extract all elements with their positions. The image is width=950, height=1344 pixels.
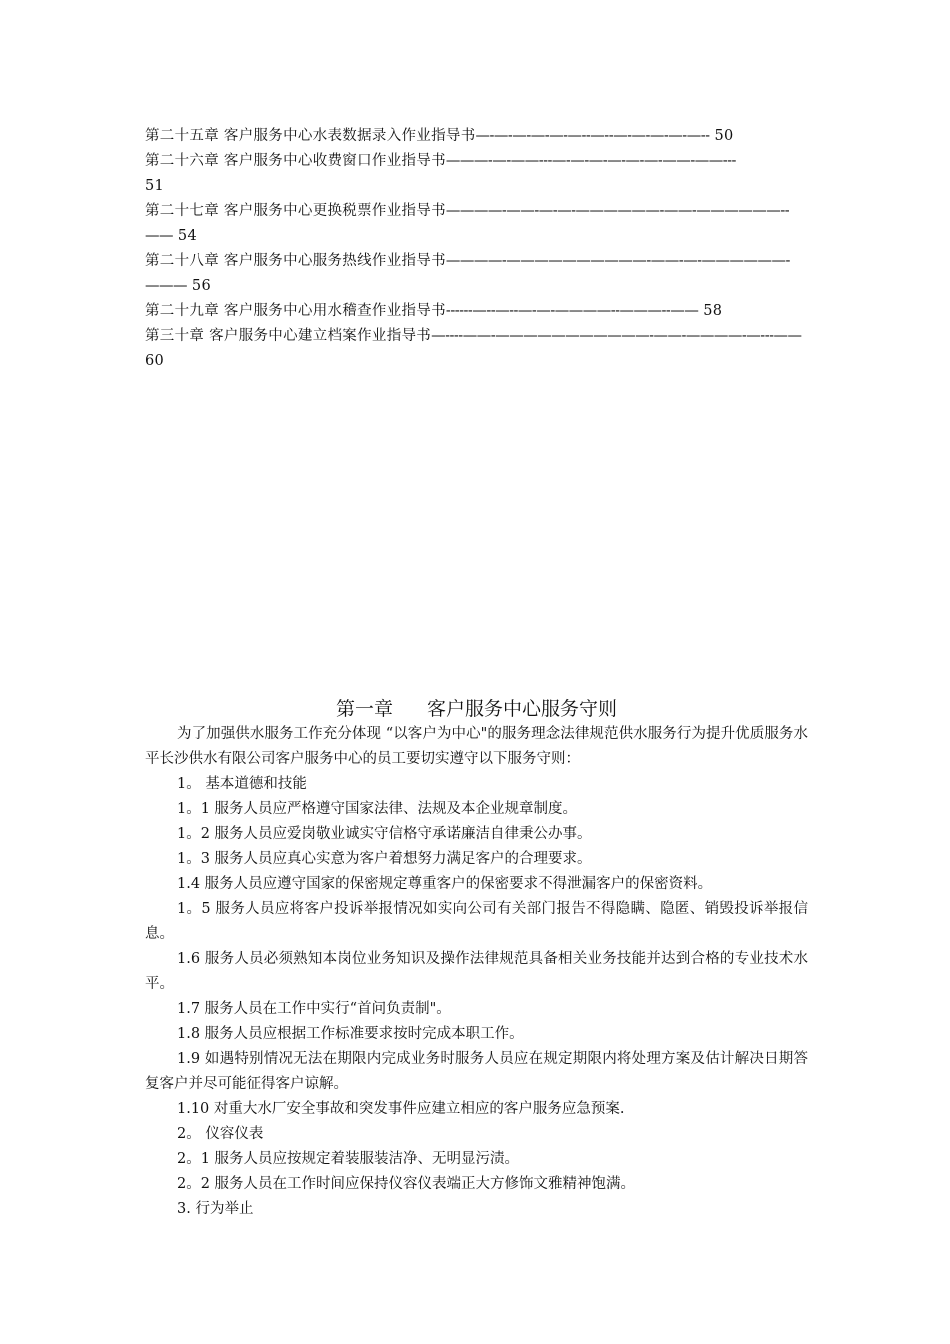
toc-entry-leader: —----——-———————————-——-————-—---—— xyxy=(431,328,802,344)
toc-entry[interactable] xyxy=(145,324,808,374)
paragraph: 1.7 服务人员在工作中实行“首问负责制"。 xyxy=(177,1001,451,1017)
paragraph: 1。1 服务人员应严格遵守国家法律、法规及本企业规章制度。 xyxy=(177,801,578,817)
toc-entry-leader: ————-——-—-—-——————-——-——————--—— xyxy=(145,203,790,244)
section-heading: 3. 行为举止 xyxy=(177,1201,254,1217)
toc-entry[interactable] xyxy=(145,299,808,324)
paragraph: 1.8 服务人员应根据工作标准要求按时完成本职工作。 xyxy=(177,1026,524,1042)
toc-entry-page: 56 xyxy=(191,278,211,294)
toc-entry-page: 54 xyxy=(177,228,197,244)
paragraph: 2。1 服务人员应按规定着装服装洁净、无明显污渍。 xyxy=(177,1151,520,1167)
paragraph: 1。2 服务人员应爱岗敬业诚实守信格守承诺廉洁自律秉公办事。 xyxy=(177,826,592,842)
toc-entry-page: 58 xyxy=(703,303,723,319)
toc-entry-leader: ------—--—--—-—-————--———--—— xyxy=(445,303,699,319)
chapter-heading xyxy=(145,695,808,723)
toc-entry[interactable] xyxy=(145,124,808,149)
chapter-body xyxy=(145,722,808,1222)
toc-entry-title: 第二十七章 客户服务中心更换税票作业指导书 xyxy=(145,203,446,219)
paragraph: 1。3 服务人员应真心实意为客户着想努力满足客户的合理要求。 xyxy=(177,851,592,867)
toc-entry[interactable] xyxy=(145,199,808,249)
paragraph: 为了加强供水服务工作充分体现 “以客户为中心"的服务理念法律规范供水服务行为提升优质服务水平长沙供水有限公司客户服务中心的员工要切实遵守以下服务守则： xyxy=(145,726,808,767)
toc-entry-leader: ———-—-——---—-—-—-—-—-—-——-——--- xyxy=(445,153,736,169)
chapter-title: 客户服务中心服务守则 xyxy=(427,698,618,720)
paragraph: 1.6 服务人员必须熟知本岗位业务知识及操作法律规范具备相关业务技能并达到合格的专业技术水平。 xyxy=(145,951,808,992)
paragraph: 2。2 服务人员在工作时间应保持仪容仪表端正大方修饰文雅精神饱满。 xyxy=(177,1176,636,1192)
table-of-contents xyxy=(145,124,808,374)
section-heading: 2。 仪容仪表 xyxy=(177,1126,264,1142)
toc-entry-title: 第二十九章 客户服务中心用水稽查作业指导书 xyxy=(145,303,446,319)
chapter-number: 第一章 xyxy=(335,698,393,720)
toc-entry-leader: ————-——————————-——-—-——————-——— xyxy=(145,253,790,294)
toc-entry-title: 第三十章 客户服务中心建立档案作业指导书 xyxy=(145,328,432,344)
toc-entry-page: 50 xyxy=(714,128,734,144)
toc-entry[interactable] xyxy=(145,249,808,299)
toc-entry[interactable] xyxy=(145,149,808,199)
section-heading: 1。 基本道德和技能 xyxy=(177,776,307,792)
paragraph: 1.9 如遇特别情况无法在期限内完成业务时服务人员应在规定期限内将处理方案及估计解决日期答复客户并尽可能征得客户谅解。 xyxy=(145,1051,808,1092)
toc-entry-leader: —-—-—-—-—-—--—--—-—-—-—-—-- xyxy=(475,128,710,144)
toc-entry-title: 第二十六章 客户服务中心收费窗口作业指导书 xyxy=(145,153,446,169)
toc-entry-page: 60 xyxy=(145,353,165,369)
paragraph: 1。5 服务人员应将客户投诉举报情况如实向公司有关部门报告不得隐瞒、隐匿、销毁投诉举报信息。 xyxy=(145,901,808,942)
toc-entry-title: 第二十五章 客户服务中心水表数据录入作业指导书 xyxy=(145,128,476,144)
paragraph: 1.4 服务人员应遵守国家的保密规定尊重客户的保密要求不得泄漏客户的保密资料。 xyxy=(177,876,713,892)
toc-entry-title: 第二十八章 客户服务中心服务热线作业指导书 xyxy=(145,253,446,269)
toc-entry-page: 51 xyxy=(145,178,165,194)
paragraph: 1.10 对重大水厂安全事故和突发事件应建立相应的客户服务应急预案. xyxy=(177,1101,625,1117)
